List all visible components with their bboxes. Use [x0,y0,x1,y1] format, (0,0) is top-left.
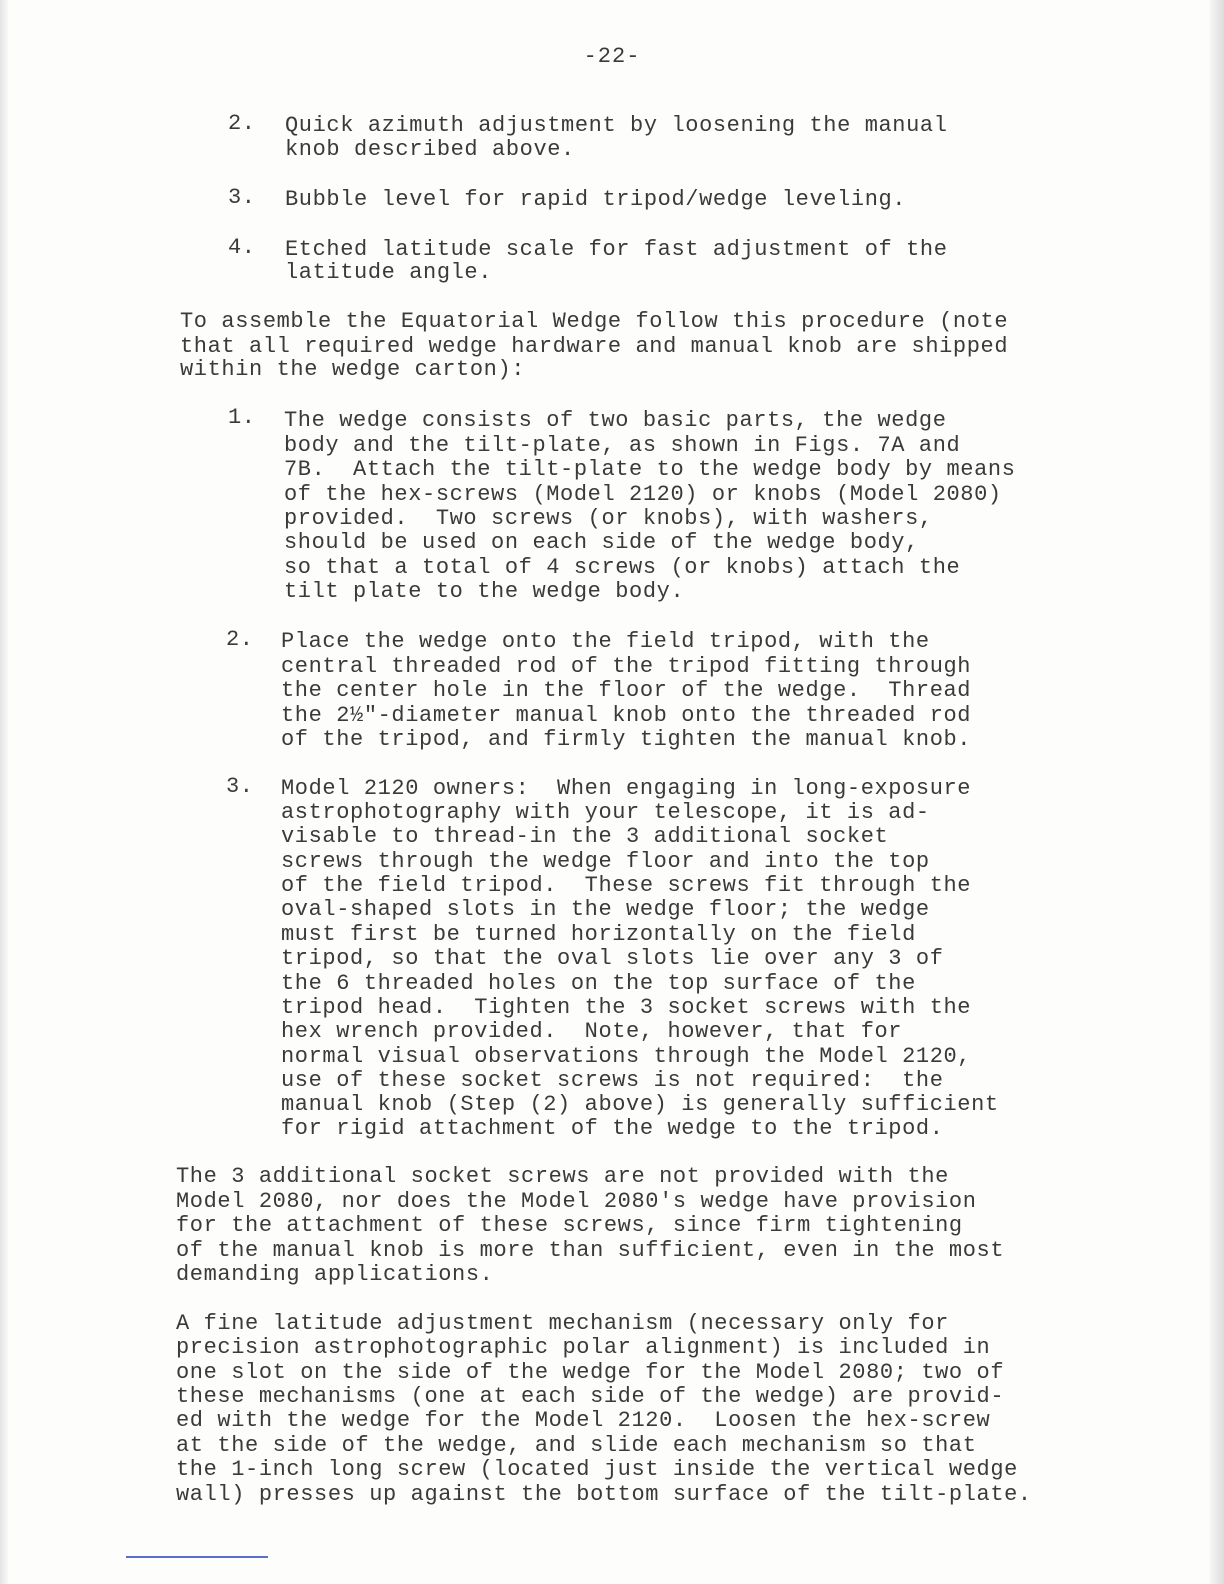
page-number: -22- [583,44,641,69]
fine-adjustment-line: A fine latitude adjustment mechanism (necessary only for [176,1311,949,1336]
step-line: of the field tripod. These screws fit through the [281,873,972,898]
intro-line: within the wedge carton): [180,357,526,382]
fine-adjustment-line: these mechanisms (one at each side of the wedge) are provid- [176,1384,1005,1409]
step-line: tilt plate to the wedge body. [284,579,685,604]
feature-number: 3. [228,185,256,210]
step-line: the center hole in the floor of the wedge. Thread [281,678,972,703]
fine-adjustment-line: the 1-inch long screw (located just inside the vertical wedge [176,1457,1018,1482]
step-line: the 6 threaded holes on the top surface of the [281,971,916,996]
step-line: must first be turned horizontally on the field [281,922,916,947]
fine-adjustment-line: wall) presses up against the bottom surface of the tilt-plate. [176,1482,1032,1507]
step-line: body and the tilt-plate, as shown in Figs. 7A and [284,433,961,458]
feature-line: Bubble level for rapid tripod/wedge leveling. [285,187,907,212]
feature-line: latitude angle. [285,260,493,285]
step-line: astrophotography with your telescope, it is ad- [281,800,930,825]
step-line: screws through the wedge floor and into the top [281,849,930,874]
fine-adjustment-line: ed with the wedge for the Model 2120. Loosen the hex-screw [176,1408,991,1433]
model-2080-line: The 3 additional socket screws are not provided with the [176,1164,949,1189]
model-2080-line: demanding applications. [176,1262,494,1287]
step-line: normal visual observations through the Model 2120, [281,1044,972,1069]
step-line: provided. Two screws (or knobs), with washers, [284,506,933,531]
step-line: tripod head. Tighten the 3 socket screws with the [281,995,972,1020]
step-line: should be used on each side of the wedge body, [284,530,919,555]
intro-line: that all required wedge hardware and manual knob are shipped [180,334,1009,359]
feature-number: 2. [228,111,256,136]
step-number: 1. [228,405,256,430]
page-left-edge [0,0,8,1584]
fine-adjustment-line: precision astrophotographic polar alignment) is included in [176,1335,991,1360]
step-line: hex wrench provided. Note, however, that for [281,1019,903,1044]
fine-adjustment-line: one slot on the side of the wedge for the Model 2080; two of [176,1360,1005,1385]
feature-line: knob described above. [285,137,575,162]
model-2080-line: Model 2080, nor does the Model 2080's wedge have provision [176,1189,977,1214]
intro-line: To assemble the Equatorial Wedge follow this procedure (note [180,309,1009,334]
step-line: manual knob (Step (2) above) is generally sufficient [281,1092,999,1117]
step-line: central threaded rod of the tripod fitting through [281,654,972,679]
model-2080-line: for the attachment of these screws, since firm tightening [176,1213,963,1238]
footnote-rule [126,1556,268,1558]
step-line: tripod, so that the oval slots lie over any 3 of [281,946,944,971]
feature-number: 4. [228,235,256,260]
step-line: Model 2120 owners: When engaging in long-exposure [281,776,972,801]
step-line: use of these socket screws is not required: the [281,1068,944,1093]
model-2080-line: of the manual knob is more than sufficient, even in the most [176,1238,1005,1263]
step-line: oval-shaped slots in the wedge floor; the wedge [281,897,930,922]
step-line: 7B. Attach the tilt-plate to the wedge body by means [284,457,1016,482]
step-line: Place the wedge onto the field tripod, with the [281,629,930,654]
step-line: of the hex-screws (Model 2120) or knobs (Model 2080) [284,482,1002,507]
page-right-edge [1210,0,1224,1584]
step-line: so that a total of 4 screws (or knobs) attach the [284,555,961,580]
feature-line: Quick azimuth adjustment by loosening the manual [285,113,948,138]
fine-adjustment-line: at the side of the wedge, and slide each mechanism so that [176,1433,977,1458]
step-line: of the tripod, and firmly tighten the manual knob. [281,727,972,752]
feature-line: Etched latitude scale for fast adjustment of the [285,237,948,262]
step-number: 3. [226,774,254,799]
step-line: visable to thread-in the 3 additional socket [281,824,889,849]
step-line: for rigid attachment of the wedge to the tripod. [281,1116,944,1141]
step-number: 2. [226,627,254,652]
step-line: the 2½"-diameter manual knob onto the threaded rod [281,703,972,728]
step-line: The wedge consists of two basic parts, the wedge [284,408,947,433]
